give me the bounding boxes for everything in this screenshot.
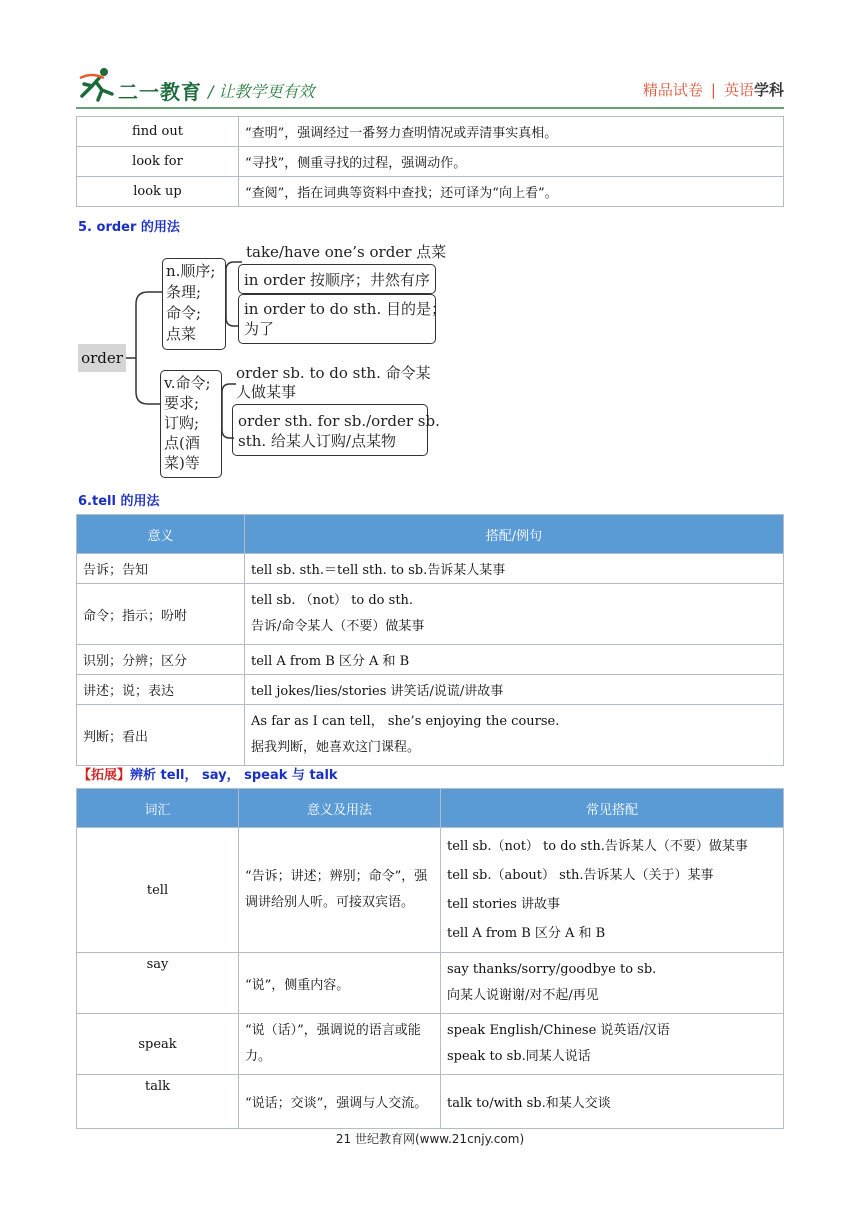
collocation-line: 向某人说谢谢/对不起/再见 <box>447 988 599 1003</box>
table-row <box>77 828 784 953</box>
column-header: 词汇 <box>77 789 239 828</box>
column-header: 常见搭配 <box>441 789 784 828</box>
section6-title: 6.tell 的用法 <box>78 494 160 509</box>
tag-right-b: 学科 <box>753 81 784 99</box>
tag-left: 精品试卷 <box>642 81 703 99</box>
table-row <box>77 645 784 675</box>
meaning-cell: “寻找”，侧重寻找的过程，强调动作。 <box>239 147 784 177</box>
meaning-cell: 命令；指示；吩咐 <box>77 584 245 645</box>
meaning-cell: 识别；分辨；区分 <box>77 645 245 675</box>
collocation-line: say thanks/sorry/goodbye to sb. <box>447 962 657 977</box>
page-footer: 21 世纪教育网(www.21cnjy.com) <box>335 1132 525 1146</box>
collocation-cell <box>441 1014 784 1075</box>
meaning-cell: “查明”，强调经过一番努力查明情况或弄清事实真相。 <box>239 117 784 147</box>
column-header: 意义及用法 <box>239 789 441 828</box>
meaning-cell: 讲述；说；表达 <box>77 675 245 705</box>
example-cell: tell jokes/lies/stories 讲笑话/说谎/讲故事 <box>245 675 784 705</box>
collocation-line: tell sb.（not） to do sth.告诉某人（不要）做某事 <box>447 839 748 854</box>
noun-label-1: n.顺序; <box>166 262 216 280</box>
brand-name: 二一教育 <box>118 80 202 104</box>
order-root: order <box>78 344 126 372</box>
table-header-row <box>77 789 784 828</box>
example-cell: tell A from B 区分 A 和 B <box>245 645 784 675</box>
collocation-line: speak to sb.同某人说话 <box>447 1049 591 1064</box>
table-row <box>77 675 784 705</box>
noun-item-1: take/have one’s order 点菜 <box>246 243 447 261</box>
tag-right-a: 英语 <box>723 81 754 99</box>
collocation-line: speak English/Chinese 说英语/汉语 <box>447 1023 670 1038</box>
example-line: tell sb. （not） to do sth. <box>251 593 414 608</box>
collocation-line: tell sb.（about） sth.告诉某人（关于）某事 <box>447 868 714 883</box>
verb-item-2: 人做某事 <box>236 383 297 401</box>
verb-item-3: order sth. for sb./order sb. <box>238 412 440 430</box>
column-header: 搭配/例句 <box>245 515 784 554</box>
phrase-cell: look for <box>77 147 239 177</box>
table-header-row <box>77 515 784 554</box>
verb-item-1: order sb. to do sth. 命令某 <box>236 364 431 382</box>
tell-usage-table <box>76 514 784 766</box>
meaning-cell: 告诉；告知 <box>77 554 245 584</box>
noun-label-2: 条理; <box>166 283 202 301</box>
usage-cell: “说（话）”，强调说的语言或能力。 <box>239 1014 441 1075</box>
collocation-cell: talk to/with sb.和某人交谈 <box>441 1075 784 1129</box>
usage-cell: “说”，侧重内容。 <box>239 953 441 1014</box>
table-row <box>77 705 784 766</box>
table-row <box>77 554 784 584</box>
collocation-line: tell A from B 区分 A 和 B <box>447 926 606 941</box>
noun-label-3: 命令; <box>166 304 202 322</box>
example-cell <box>245 705 784 766</box>
example-line: As far as I can tell， she’s enjoying the course. <box>251 714 560 729</box>
usage-cell: “说话；交谈”，强调与人交流。 <box>239 1075 441 1129</box>
word-cell: talk <box>77 1075 239 1129</box>
section5-title: 5. order 的用法 <box>78 220 180 235</box>
verb-label-5: 菜)等 <box>164 454 200 472</box>
table-row <box>77 1014 784 1075</box>
verb-label-1: v.命令; <box>164 374 211 392</box>
verb-label-4: 点(酒 <box>164 434 200 452</box>
example-line: 据我判断，她喜欢这门课程。 <box>251 740 421 755</box>
meaning-cell: 判断；看出 <box>77 705 245 766</box>
noun-label-4: 点菜 <box>166 325 197 343</box>
example-cell <box>245 584 784 645</box>
word-cell: tell <box>77 828 239 953</box>
table-row <box>77 953 784 1014</box>
order-diagram-lines <box>0 0 860 480</box>
collocation-cell <box>441 953 784 1014</box>
usage-cell: “告诉；讲述；辨别；命令”，强调讲给别人听。可接双宾语。 <box>239 828 441 953</box>
section7-title-tag: 【拓展】 <box>78 768 131 783</box>
section7-title <box>78 764 338 783</box>
noun-item-2: in order 按顺序；井然有序 <box>244 271 430 289</box>
example-line: 告诉/命令某人（不要）做某事 <box>251 619 425 634</box>
verb-label-3: 订购; <box>164 414 200 432</box>
slogan: / 让教学更有效 <box>208 82 315 101</box>
phrase-cell: find out <box>77 117 239 147</box>
noun-item-4: 为了 <box>244 320 275 338</box>
phrase-cell: look up <box>77 177 239 207</box>
section7-title-text: 辨析 tell， say， speak 与 talk <box>130 768 338 783</box>
table-row <box>77 1075 784 1129</box>
noun-item-3: in order to do sth. 目的是； <box>244 300 446 318</box>
word-cell: say <box>77 953 239 1014</box>
tag-separator: | <box>710 81 716 99</box>
verb-label-2: 要求; <box>164 394 200 412</box>
collocation-cell <box>441 828 784 953</box>
collocation-line: tell stories 讲故事 <box>447 897 560 912</box>
word-cell: speak <box>77 1014 239 1075</box>
table-row <box>77 584 784 645</box>
example-cell: tell sb. sth.＝tell sth. to sb.告诉某人某事 <box>245 554 784 584</box>
verb-item-4: sth. 给某人订购/点某物 <box>238 432 396 450</box>
column-header: 意义 <box>77 515 245 554</box>
word-comparison-table <box>76 788 784 1129</box>
meaning-cell: “查阅”，指在词典等资料中查找；还可译为“向上看”。 <box>239 177 784 207</box>
